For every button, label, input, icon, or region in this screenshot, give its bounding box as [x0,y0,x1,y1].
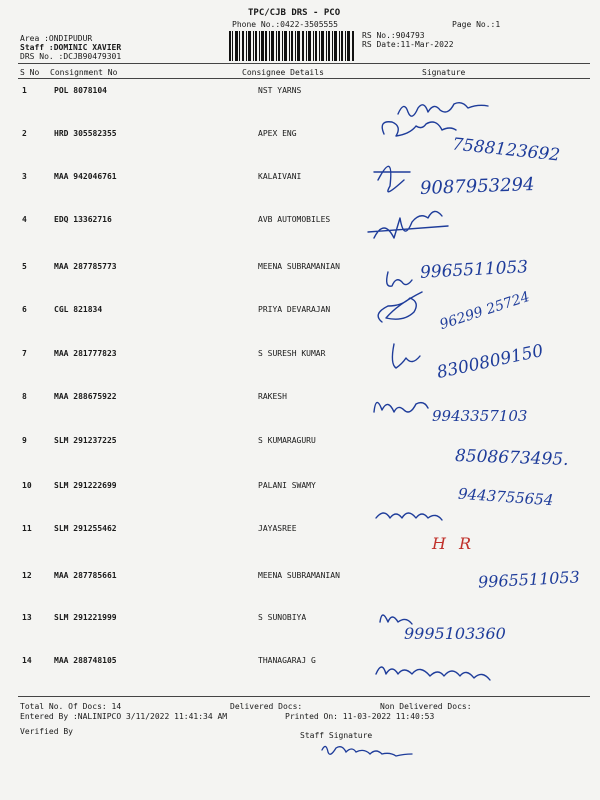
row-consignment-number: MAA 288748105 [54,656,117,665]
entered-by: Entered By :NALINIPCO 3/11/2022 11:41:34 AM [20,712,228,721]
staff-label: Staff :DOMINIC XAVIER [20,43,122,52]
row-consignment-number: SLM 291255462 [54,524,117,533]
column-header-signature: Signature [422,68,466,77]
handwritten-phone-row-5: 9965511053 [419,257,529,283]
row-consignee-name: KALAIVANI [258,172,302,181]
header-divider [18,63,590,64]
handwritten-phone-row-12: 9965511053 [477,567,581,592]
handwritten-phone-row-8: 9943357103 [432,407,528,425]
column-header-divider [18,78,590,79]
row-consignee-name: PRIYA DEVARAJAN [258,305,331,314]
total-docs: Total No. Of Docs: 14 [20,702,122,711]
row-sno: 1 [22,86,27,95]
handwritten-phone-row-13: 9995103360 [404,624,506,643]
row-sno: 3 [22,172,27,181]
document-title: TPC/CJB DRS - PCO [248,8,341,18]
row-consignment-number: MAA 281777823 [54,349,117,358]
row-consignee-name: RAKESH [258,392,287,401]
row-sno: 14 [22,656,32,665]
signature-row-13 [380,615,412,624]
phone-number: Phone No.:0422-3505555 [232,20,338,29]
footer-divider [18,696,590,697]
verified-by-label: Verified By [20,727,73,736]
row-consignee-name: S SURESH KUMAR [258,349,326,358]
row-sno: 10 [22,481,32,490]
row-sno: 13 [22,613,32,622]
row-sno: 2 [22,129,27,138]
row-consignment-number: CGL 821834 [54,305,103,314]
drs-number: DRS No. :DCJB90479301 [20,52,122,61]
signature-row-5 [387,272,412,286]
non-delivered-docs: Non Delivered Docs: [380,702,472,711]
row-consignee-name: PALANI SWAMY [258,481,316,490]
column-header-sno: S No [20,68,40,77]
row-consignee-name: JAYASREE [258,524,297,533]
row-sno: 9 [22,436,27,445]
row-consignee-name: APEX ENG [258,129,297,138]
row-consignee-name: S SUNOBIYA [258,613,307,622]
signature-row-4 [368,211,448,238]
row-consignee-name: AVB AUTOMOBILES [258,215,331,224]
page-number: Page No.:1 [452,20,501,29]
printed-on: Printed On: 11-03-2022 11:40:53 [285,712,435,721]
handwritten-phone-row-6: 96299 25724 [437,288,532,334]
row-consignment-number: MAA 942046761 [54,172,117,181]
row-consignment-number: POL 8078104 [54,86,107,95]
handwritten-phone-row-10: 9443755654 [457,484,554,510]
row-consignee-name: MEENA SUBRAMANIAN [258,262,340,271]
row-consignment-number: SLM 291222699 [54,481,117,490]
row-sno: 11 [22,524,32,533]
signature-row-10 [376,513,442,520]
row-consignment-number: EDQ 13362716 [54,215,112,224]
row-consignment-number: SLM 291237225 [54,436,117,445]
rs-date: RS Date:11-Mar-2022 [362,40,454,49]
handwritten-phone-row-9: 8508673495. [454,446,569,470]
row-consignment-number: HRD 305582355 [54,129,117,138]
column-header-consignee: Consignee Details [242,68,324,77]
signature-row-8 [374,402,428,412]
rs-number: RS No.:904793 [362,31,425,40]
area-label: Area :ONDIPUDUR [20,34,93,43]
column-header-consignment: Consignment No [50,68,118,77]
row-sno: 6 [22,305,27,314]
handwritten-phone-row-2: 7588123692 [451,134,561,166]
handwritten-mark-row-11: H R [432,534,476,553]
signature-row-3 [374,166,410,191]
handwritten-phone-row-3: 9087953294 [419,174,535,199]
signature-row-7 [392,344,420,368]
row-sno: 4 [22,215,27,224]
row-consignment-number: MAA 287785661 [54,571,117,580]
row-consignment-number: SLM 291221999 [54,613,117,622]
signature-row-6 [378,292,422,322]
row-sno: 12 [22,571,32,580]
row-consignee-name: MEENA SUBRAMANIAN [258,571,340,580]
staff-signature-scribble [318,738,418,758]
delivered-docs: Delivered Docs: [230,702,303,711]
row-consignee-name: S KUMARAGURU [258,436,316,445]
row-sno: 5 [22,262,27,271]
row-sno: 8 [22,392,27,401]
row-consignee-name: NST YARNS [258,86,302,95]
row-consignment-number: MAA 288675922 [54,392,117,401]
row-consignee-name: THANAGARAJ G [258,656,316,665]
staff-signature-label: Staff Signature [300,731,373,740]
signature-row-1 [398,103,488,117]
row-consignment-number: MAA 287785773 [54,262,117,271]
barcode-image [229,31,354,61]
handwritten-phone-row-7: 8300809150 [435,340,546,384]
signature-row-14 [376,667,490,680]
signature-row-2 [382,122,456,136]
row-sno: 7 [22,349,27,358]
